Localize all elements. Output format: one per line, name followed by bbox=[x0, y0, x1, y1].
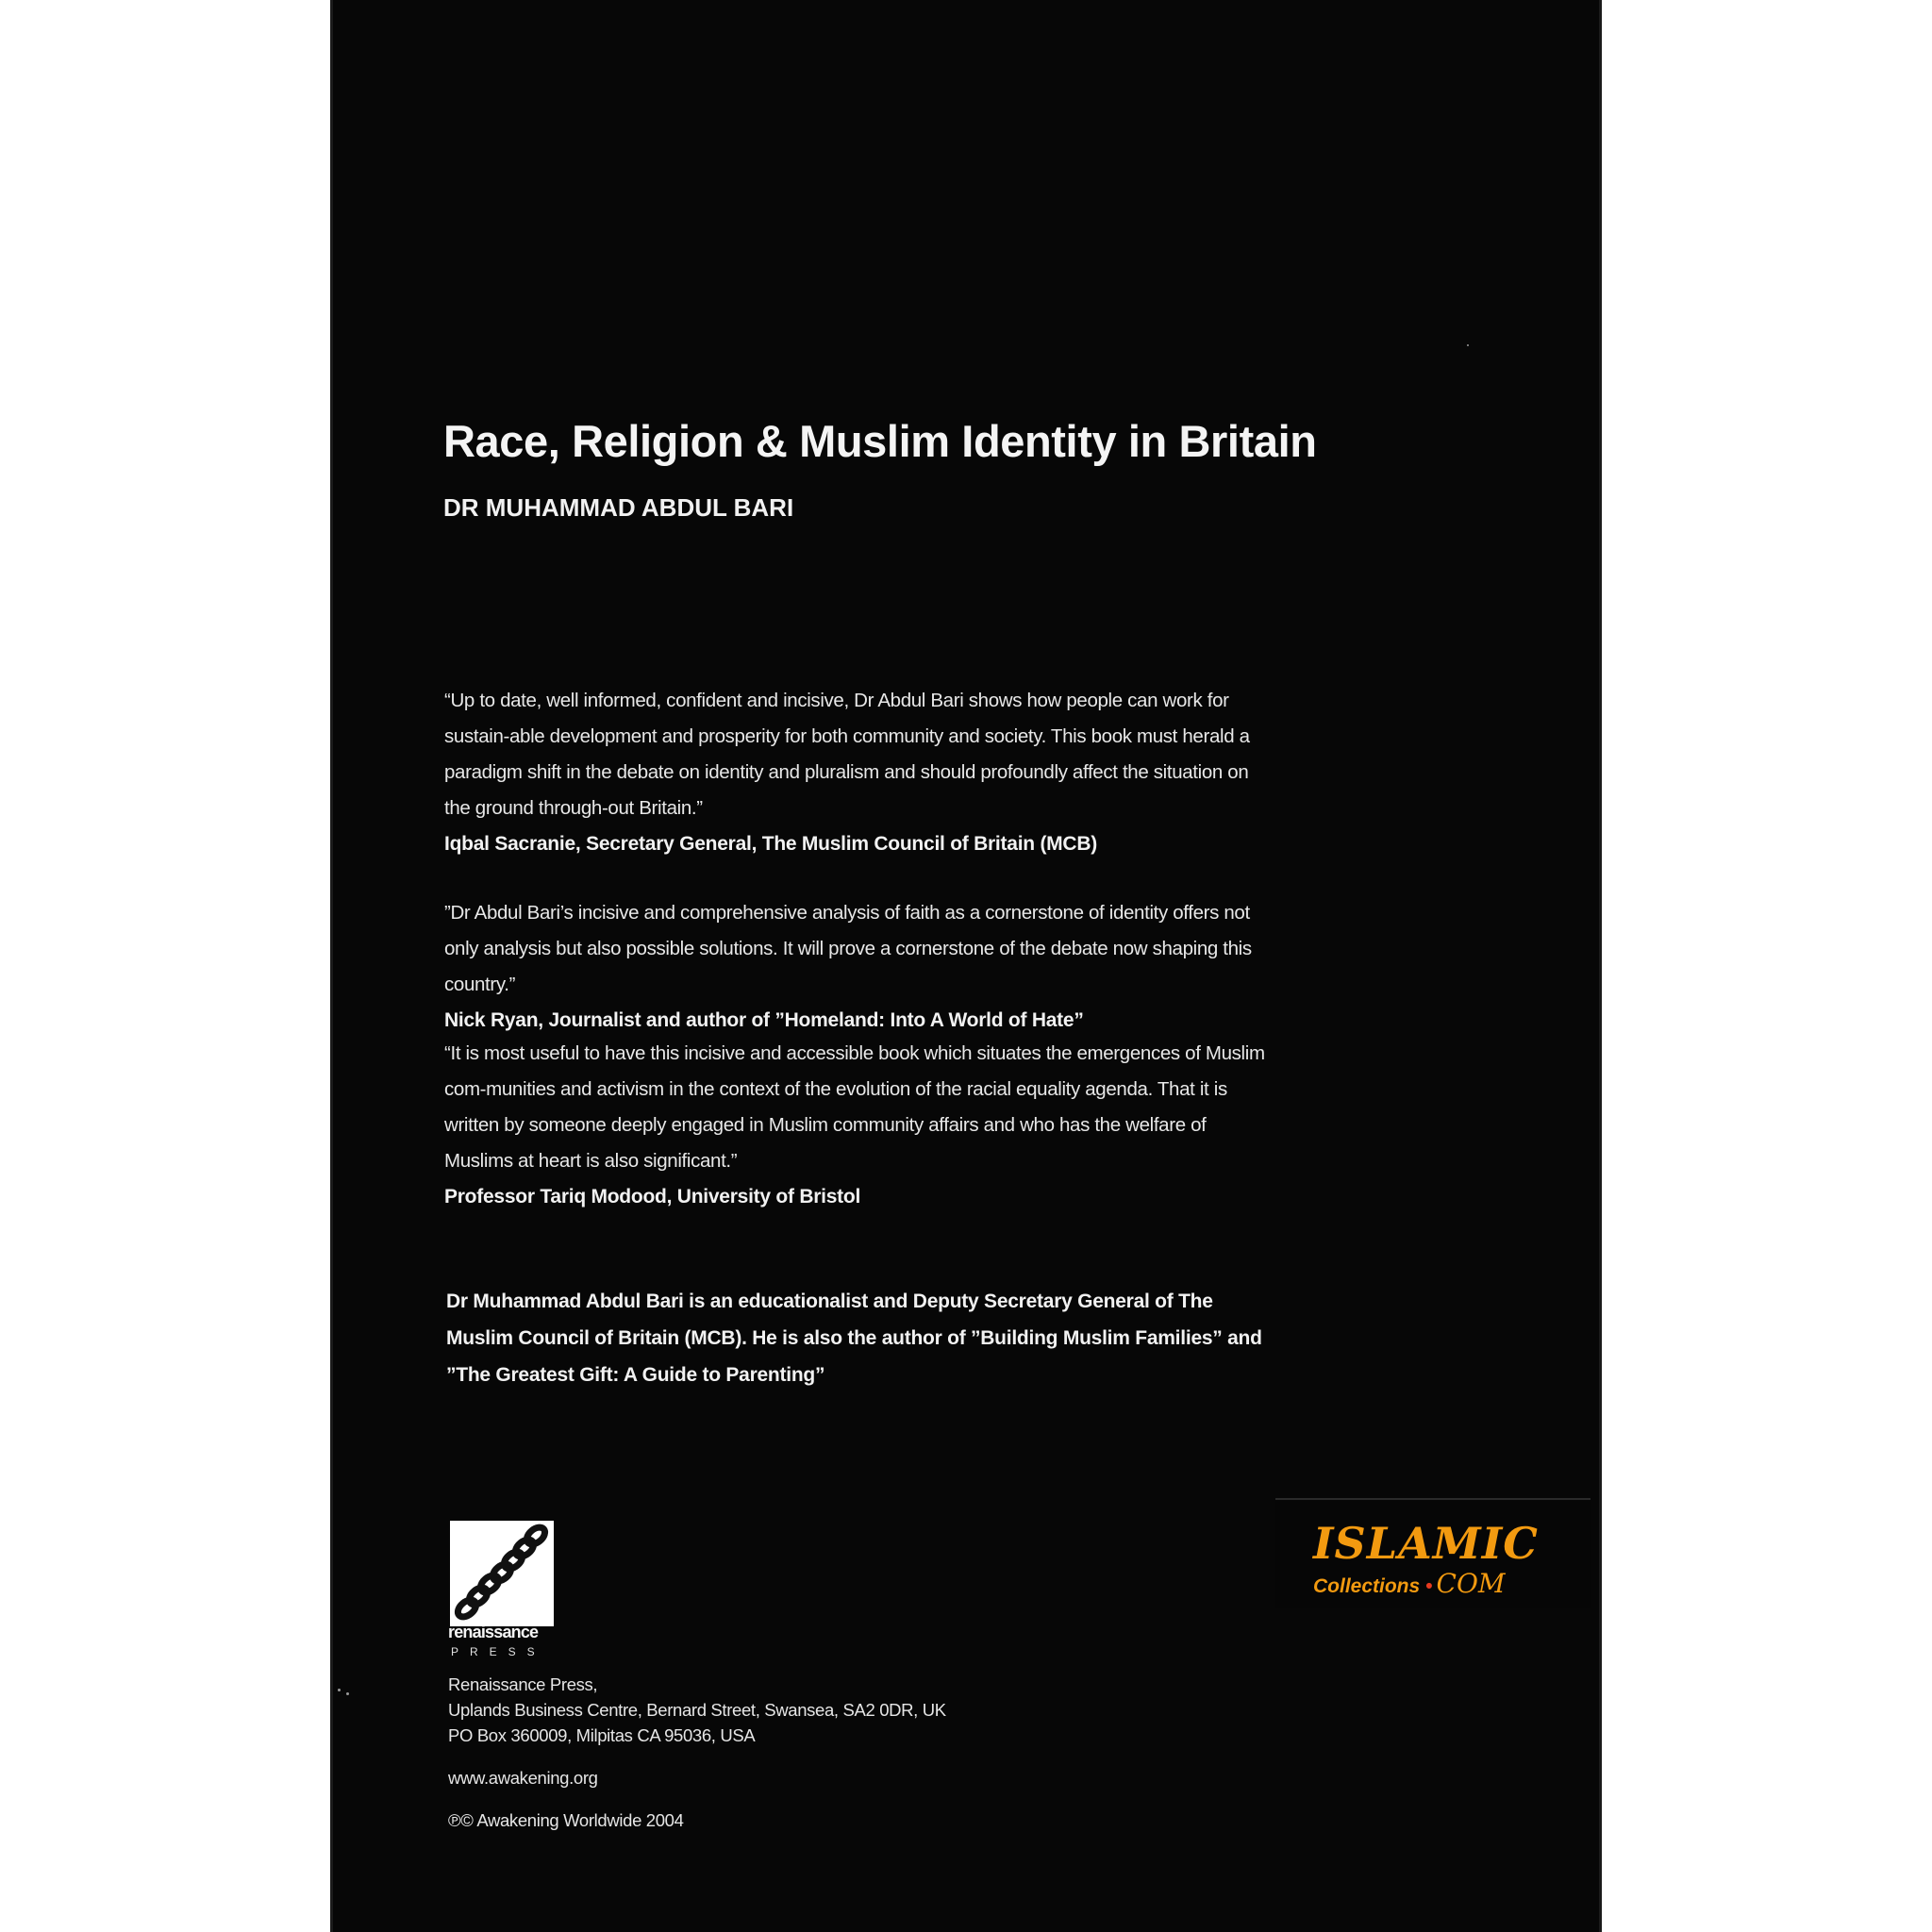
book-author: DR MUHAMMAD ABDUL BARI bbox=[443, 493, 794, 522]
site-watermark bbox=[1275, 1498, 1591, 1608]
watermark-line1: ISLAMIC bbox=[1313, 1518, 1539, 1569]
endorsement-source: Iqbal Sacranie, Secretary General, The Muslim Council of Britain (MCB) bbox=[444, 833, 1097, 855]
publisher-address bbox=[448, 1672, 946, 1748]
copyright-notice: ℗© Awakening Worldwide 2004 bbox=[448, 1810, 684, 1830]
endorsement-quote: “Up to date, well informed, confident and incisive, Dr Abdul Bari shows how people can work for sustain-able development and prosperity for both community and society. This book must herald a paradigm shift in the debate on identity and pluralism and should profoundly affect the situation on the ground through-out Britain.” bbox=[444, 690, 1250, 819]
speck bbox=[346, 1692, 349, 1695]
publisher-logo bbox=[450, 1521, 554, 1626]
publisher-logo-press: PRESS bbox=[451, 1645, 546, 1658]
speck bbox=[338, 1689, 341, 1691]
publisher-logo-name: renaissance bbox=[448, 1623, 539, 1641]
book-back-cover bbox=[330, 0, 1602, 1932]
endorsement-source: Nick Ryan, Journalist and author of ”Homeland: Into A World of Hate” bbox=[444, 1009, 1084, 1031]
chain-link-icon bbox=[450, 1521, 554, 1626]
endorsement-source: Professor Tariq Modood, University of Bristol bbox=[444, 1186, 861, 1208]
author-bio: Dr Muhammad Abdul Bari is an educationalist and Deputy Secretary General of The Muslim Council of Britain (MCB). He is also the author of ”Building Muslim Families” and ”The Greatest Gift: A Guide to Parenting” bbox=[446, 1291, 1262, 1386]
publisher-website: www.awakening.org bbox=[448, 1768, 598, 1788]
endorsement-quote: “It is most useful to have this incisive and accessible book which situates the emergences of Muslim com-munities and activism in the context of the evolution of the racial equality agenda. That it is written by someone deeply engaged in Muslim community affairs and who has the welfare of Muslims at heart is also significant.” bbox=[444, 1042, 1265, 1172]
endorsement-1 bbox=[444, 683, 1265, 862]
speck bbox=[1467, 344, 1469, 346]
endorsement-2 bbox=[444, 895, 1265, 1039]
endorsement-quote: ”Dr Abdul Bari’s incisive and comprehensive analysis of faith as a cornerstone of identity offers not only analysis but also possible solutions. It will prove a cornerstone of the debate now shaping this country.” bbox=[444, 902, 1252, 995]
book-title: Race, Religion & Muslim Identity in Britain bbox=[443, 416, 1317, 466]
address-line: PO Box 360009, Milpitas CA 95036, USA bbox=[448, 1725, 756, 1745]
address-line: Renaissance Press, bbox=[448, 1674, 598, 1694]
address-line: Uplands Business Centre, Bernard Street, Swansea, SA2 0DR, UK bbox=[448, 1700, 946, 1720]
watermark-line2 bbox=[1313, 1568, 1506, 1599]
watermark-suffix: COM bbox=[1436, 1568, 1506, 1599]
endorsement-3 bbox=[444, 1036, 1265, 1215]
watermark-collections: Collections bbox=[1313, 1575, 1421, 1597]
dot-icon: • bbox=[1425, 1575, 1433, 1597]
